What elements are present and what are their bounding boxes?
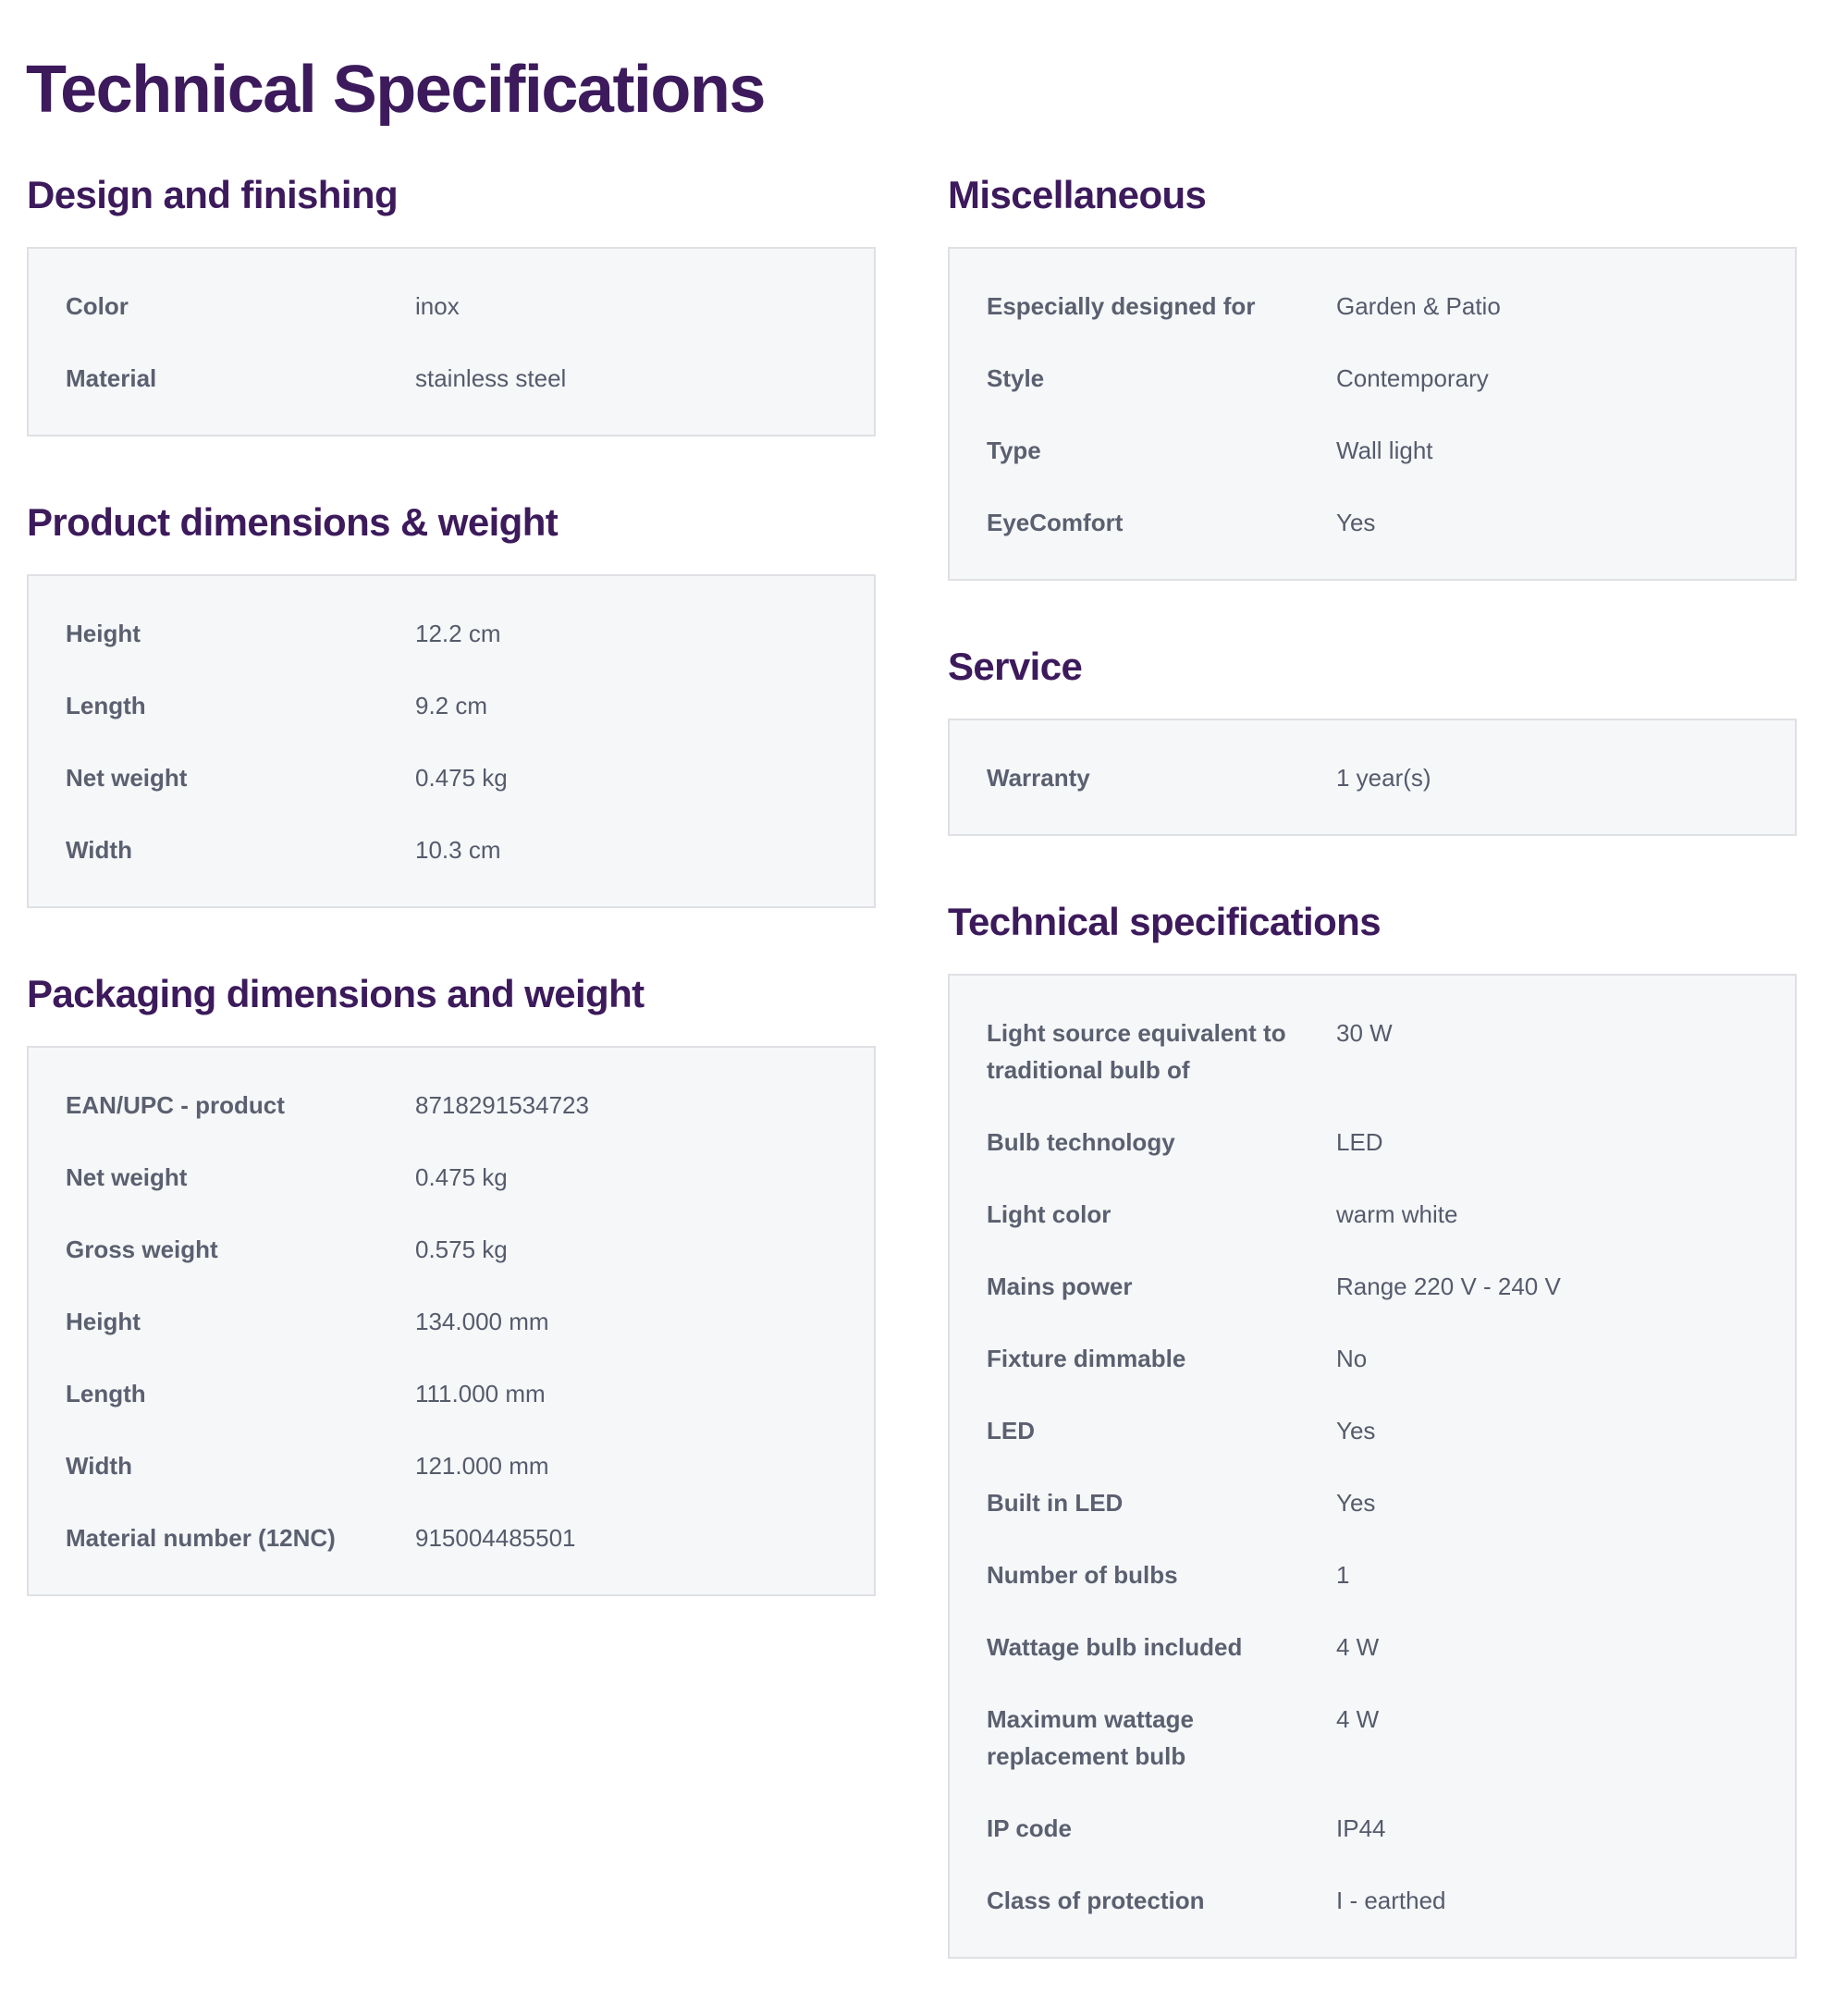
- spec-label: Material number (12NC): [66, 1524, 336, 1552]
- spec-label: Type: [987, 436, 1041, 464]
- spec-label: Bulb technology: [987, 1128, 1175, 1156]
- spec-label: Gross weight: [66, 1235, 218, 1263]
- spec-row: [29, 342, 874, 414]
- section-packaging-dimensions: [27, 965, 876, 1596]
- spec-row: [950, 1683, 1795, 1792]
- section-title: Miscellaneous: [948, 173, 1207, 216]
- spec-label: Maximum wattage replacement bulb: [987, 1705, 1194, 1770]
- section-title: Design and finishing: [27, 173, 399, 216]
- spec-row: [29, 1430, 874, 1502]
- spec-label: Built in LED: [987, 1489, 1124, 1517]
- spec-value: 1 year(s): [1336, 764, 1431, 792]
- spec-value: No: [1336, 1345, 1368, 1372]
- spec-row: [29, 670, 874, 742]
- spec-label: Length: [66, 692, 146, 719]
- spec-value: Garden & Patio: [1336, 292, 1501, 320]
- spec-label: Net weight: [66, 1163, 188, 1191]
- spec-label: Length: [66, 1380, 146, 1408]
- right-column: [948, 166, 1797, 2016]
- spec-table: [948, 974, 1797, 1959]
- spec-label: Width: [66, 836, 132, 864]
- spec-row: [950, 270, 1795, 342]
- spec-value: Contemporary: [1336, 364, 1489, 392]
- spec-label: LED: [987, 1417, 1035, 1444]
- spec-row: [950, 997, 1795, 1106]
- spec-value: 4 W: [1336, 1705, 1380, 1733]
- spec-label: Warranty: [987, 764, 1090, 792]
- spec-label: IP code: [987, 1814, 1073, 1842]
- spec-row: [950, 1467, 1795, 1539]
- spec-value: Yes: [1336, 1489, 1376, 1517]
- spec-row: [29, 597, 874, 670]
- spec-value: 12.2 cm: [415, 620, 501, 647]
- spec-row: [29, 1358, 874, 1430]
- spec-row: [950, 1864, 1795, 1936]
- spec-row: [29, 1502, 874, 1574]
- spec-value: 134.000 mm: [415, 1308, 549, 1335]
- spec-value: Yes: [1336, 1417, 1376, 1444]
- spec-row: [29, 1285, 874, 1358]
- spec-value: stainless steel: [415, 364, 567, 392]
- spec-value: 10.3 cm: [415, 836, 501, 864]
- section-design-finishing: [27, 166, 876, 436]
- spec-row: [950, 742, 1795, 814]
- spec-table: [948, 247, 1797, 581]
- spec-label: Light color: [987, 1200, 1112, 1228]
- spec-table: [27, 574, 876, 908]
- spec-label: Mains power: [987, 1272, 1133, 1300]
- spec-row: [950, 1178, 1795, 1250]
- spec-row: [29, 1141, 874, 1213]
- spec-value: LED: [1336, 1128, 1383, 1156]
- spec-value: IP44: [1336, 1814, 1386, 1842]
- spec-label: Fixture dimmable: [987, 1345, 1186, 1372]
- spec-label: Style: [987, 364, 1045, 392]
- section-title: Technical specifications: [948, 900, 1381, 943]
- spec-value: Wall light: [1336, 436, 1433, 464]
- spec-label: Height: [66, 1308, 141, 1335]
- spec-table: [948, 719, 1797, 836]
- spec-value: inox: [415, 292, 460, 320]
- spec-value: 121.000 mm: [415, 1452, 549, 1480]
- spec-row: [950, 414, 1795, 486]
- left-column: [27, 166, 876, 1653]
- section-service: [948, 638, 1797, 836]
- spec-value: 1: [1336, 1561, 1350, 1589]
- spec-label: Net weight: [66, 764, 188, 792]
- spec-table: [27, 1046, 876, 1596]
- spec-row: [29, 814, 874, 886]
- spec-label: EyeComfort: [987, 509, 1124, 536]
- spec-row: [950, 342, 1795, 414]
- section-miscellaneous: [948, 166, 1797, 581]
- spec-row: [950, 1539, 1795, 1611]
- spec-row: [950, 1250, 1795, 1322]
- spec-row: [950, 1322, 1795, 1395]
- spec-value: 0.475 kg: [415, 764, 508, 792]
- spec-row: [950, 486, 1795, 559]
- spec-label: Especially designed for: [987, 292, 1256, 320]
- spec-label: EAN/UPC - product: [66, 1091, 285, 1119]
- spec-value: 8718291534723: [415, 1091, 589, 1119]
- spec-row: [950, 1611, 1795, 1683]
- section-title: Service: [948, 645, 1083, 688]
- spec-row: [29, 1213, 874, 1285]
- spec-label: Light source equivalent to traditional bulb of: [987, 1019, 1286, 1084]
- spec-value: Yes: [1336, 509, 1376, 536]
- spec-value: 4 W: [1336, 1633, 1380, 1661]
- spec-value: I - earthed: [1336, 1887, 1446, 1914]
- spec-label: Class of protection: [987, 1887, 1205, 1914]
- spec-value: 30 W: [1336, 1019, 1393, 1047]
- spec-value: 9.2 cm: [415, 692, 488, 719]
- section-product-dimensions: [27, 494, 876, 908]
- page-title: Technical Specifications: [26, 53, 765, 127]
- spec-row: [950, 1106, 1795, 1178]
- spec-value: warm white: [1336, 1200, 1458, 1228]
- spec-table: [27, 247, 876, 436]
- spec-value: Range 220 V - 240 V: [1336, 1272, 1561, 1300]
- spec-label: Height: [66, 620, 141, 647]
- spec-row: [950, 1395, 1795, 1467]
- section-technical-specifications: [948, 893, 1797, 1959]
- spec-row: [29, 270, 874, 342]
- spec-row: [29, 742, 874, 814]
- section-title: Product dimensions & weight: [27, 500, 559, 544]
- spec-value: 915004485501: [415, 1524, 576, 1552]
- spec-label: Wattage bulb included: [987, 1633, 1243, 1661]
- spec-row: [950, 1792, 1795, 1864]
- spec-label: Width: [66, 1452, 132, 1480]
- spec-row: [29, 1069, 874, 1141]
- spec-label: Color: [66, 292, 129, 320]
- spec-value: 111.000 mm: [415, 1380, 546, 1408]
- spec-label: Material: [66, 364, 157, 392]
- section-title: Packaging dimensions and weight: [27, 972, 645, 1015]
- spec-value: 0.575 kg: [415, 1235, 508, 1263]
- spec-value: 0.475 kg: [415, 1163, 508, 1191]
- spec-label: Number of bulbs: [987, 1561, 1178, 1589]
